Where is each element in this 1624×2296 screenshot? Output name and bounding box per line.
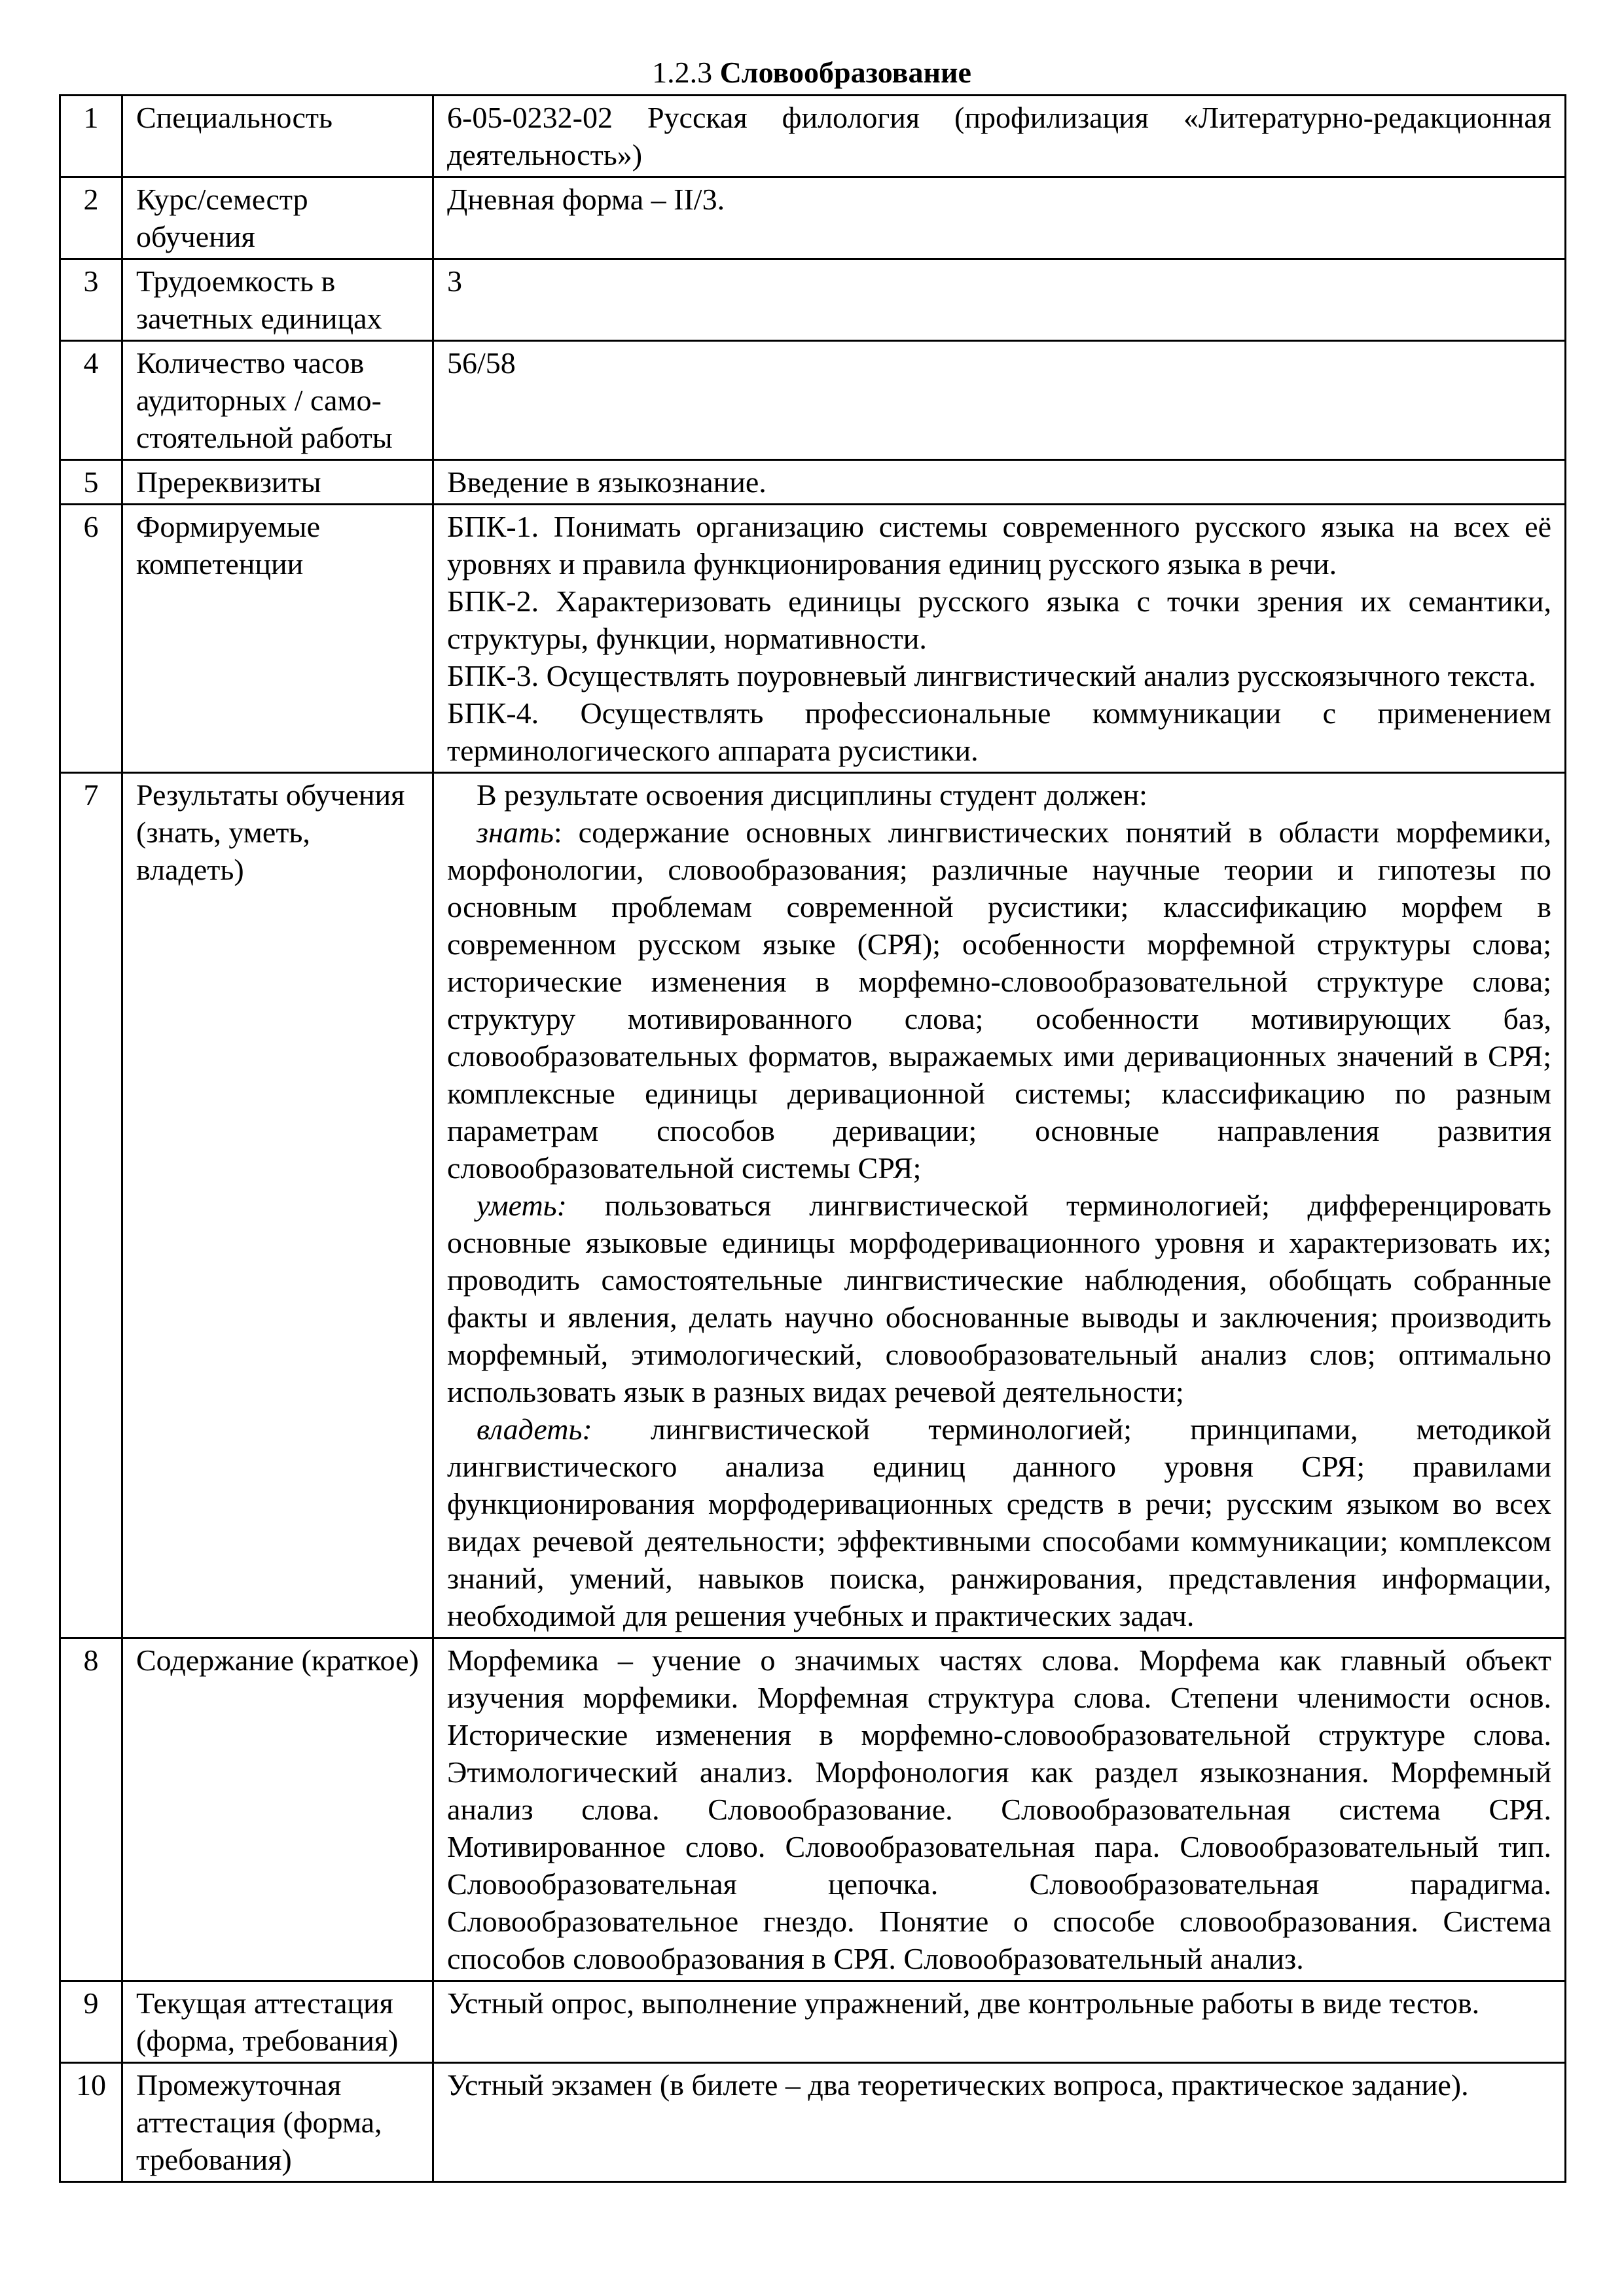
can-label: уметь: xyxy=(477,1189,567,1222)
table-row xyxy=(60,2063,1566,2182)
row-number: 7 xyxy=(60,773,122,1638)
row-label: Пререквизиты xyxy=(122,460,433,505)
competency-item: БПК-3. Осуществлять поуровневый лингвистический анализ русскоязычного текста. xyxy=(447,659,1536,692)
row-value: 56/58 xyxy=(433,341,1566,460)
table-row xyxy=(60,505,1566,773)
row-label: Курс/семестр обучения xyxy=(122,177,433,259)
competency-item: БПК-4. Осуществлять профессиональные коммуникации с применением терминологического аппарата русистики. xyxy=(447,696,1551,767)
row-number: 9 xyxy=(60,1981,122,2063)
row-number: 2 xyxy=(60,177,122,259)
row-label: Формируемые компетенции xyxy=(122,505,433,773)
table-row xyxy=(60,773,1566,1638)
title-number: 1.2.3 xyxy=(652,56,713,89)
row-number: 1 xyxy=(60,96,122,177)
row-number: 4 xyxy=(60,341,122,460)
row-value: 3 xyxy=(433,259,1566,341)
can-text: пользоваться лингвистической терминологией; дифференцировать основные языковые единицы морфодеривационного уровня и характеризовать их; проводить самостоятельные лингвистические наблюдения, обобщать собранные факты и явления, делать научно обоснованные выводы и заключения; производить морфемный, этимологический, словообразовательный анализ слов; оптимально использовать язык в разных видах речевой деятельности; xyxy=(447,1189,1551,1408)
row-value: 6-05-0232-02 Русская филология (профилизация «Литературно-редакционная деятельность») xyxy=(433,96,1566,177)
table-row xyxy=(60,1981,1566,2063)
row-value: Введение в языкознание. xyxy=(433,460,1566,505)
learning-outcomes-cell xyxy=(433,773,1566,1638)
outcomes-intro: В результате освоения дисциплины студент должен: xyxy=(477,778,1147,812)
table-row xyxy=(60,341,1566,460)
row-label: Содержание (краткое) xyxy=(122,1638,433,1981)
row-label: Промежуточная аттестация (форма, требования) xyxy=(122,2063,433,2182)
row-number: 6 xyxy=(60,505,122,773)
row-value: Морфемика – учение о значимых частях слова. Морфема как главный объект изучения морфемики. Морфемная структура слова. Степени членимости основ. Исторические изменения в морфемно-словообразовательной структуре слова. Этимологический анализ. Морфонология как раздел языкознания. Морфемный анализ слова. Словообразование. Словообразовательная система СРЯ. Мотивированное слово. Словообразовательная пара. Словообразовательный тип. Словообразовательная цепочка. Словообразовательная парадигма. Словообразовательное гнездо. Понятие о способе словообразования. Система способов словообразования в СРЯ. Словообразовательный анализ. xyxy=(433,1638,1566,1981)
row-value: Дневная форма – II/3. xyxy=(433,177,1566,259)
row-number: 3 xyxy=(60,259,122,341)
row-label: Трудоемкость в зачетных единицах xyxy=(122,259,433,341)
discipline-card-table xyxy=(59,94,1566,2183)
know-label: знать xyxy=(477,816,554,849)
own-text: лингвистической терминологией; принципами, методикой лингвистического анализа единиц данного уровня СРЯ; правилами функционирования морфодеривационных средств в речи; русским языком во всех видах речевой деятельности; эффективными способами коммуникации; комплексом знаний, умений, навыков поиска, ранжирования, представления информации, необходимой для решения учебных и практических задач. xyxy=(447,1412,1551,1632)
row-value: Устный опрос, выполнение упражнений, две контрольные работы в виде тестов. xyxy=(433,1981,1566,2063)
table-row xyxy=(60,460,1566,505)
row-label: Количество часов аудиторных / само-стоятельной работы xyxy=(122,341,433,460)
competency-item: БПК-2. Характеризовать единицы русского языка с точки зрения их семантики, структуры, функции, нормативности. xyxy=(447,584,1551,655)
title-text: Словообразование xyxy=(719,56,971,89)
row-label: Специальность xyxy=(122,96,433,177)
row-number: 8 xyxy=(60,1638,122,1981)
row-number: 5 xyxy=(60,460,122,505)
document-page xyxy=(59,39,1564,2183)
row-label: Результаты обучения (знать, уметь, владеть) xyxy=(122,773,433,1638)
table-row xyxy=(60,259,1566,341)
competencies-cell xyxy=(433,505,1566,773)
know-text: : содержание основных лингвистических понятий в области морфемики, морфонологии, словообразования; различные научные теории и гипотезы по основным проблемам современной русистики; классификацию морфем в современном русском языке (СРЯ); особенности морфемной структуры слова; исторические изменения в морфемно-словообразовательной структуре слова; структуру мотивированного слова; особенности мотивирующих баз, словообразовательных форматов, выражаемых ими деривационных значений в СРЯ; комплексные единицы деривационной системы; классификацию по разным параметрам способов деривации; основные направления развития словообразовательной системы СРЯ; xyxy=(447,816,1551,1185)
competency-item: БПК-1. Понимать организацию системы современного русского языка на всех её уровнях и правила функционирования единиц русского языка в речи. xyxy=(447,510,1551,581)
document-title xyxy=(59,39,1564,94)
row-label: Текущая аттестация (форма, требования) xyxy=(122,1981,433,2063)
table-row xyxy=(60,177,1566,259)
table-row xyxy=(60,1638,1566,1981)
row-number: 10 xyxy=(60,2063,122,2182)
table-row xyxy=(60,96,1566,177)
outcome-own xyxy=(447,1410,1551,1634)
outcome-can xyxy=(447,1187,1551,1410)
row-value: Устный экзамен (в билете – два теоретических вопроса, практическое задание). xyxy=(433,2063,1566,2182)
own-label: владеть: xyxy=(477,1412,592,1446)
outcome-know xyxy=(447,814,1551,1187)
